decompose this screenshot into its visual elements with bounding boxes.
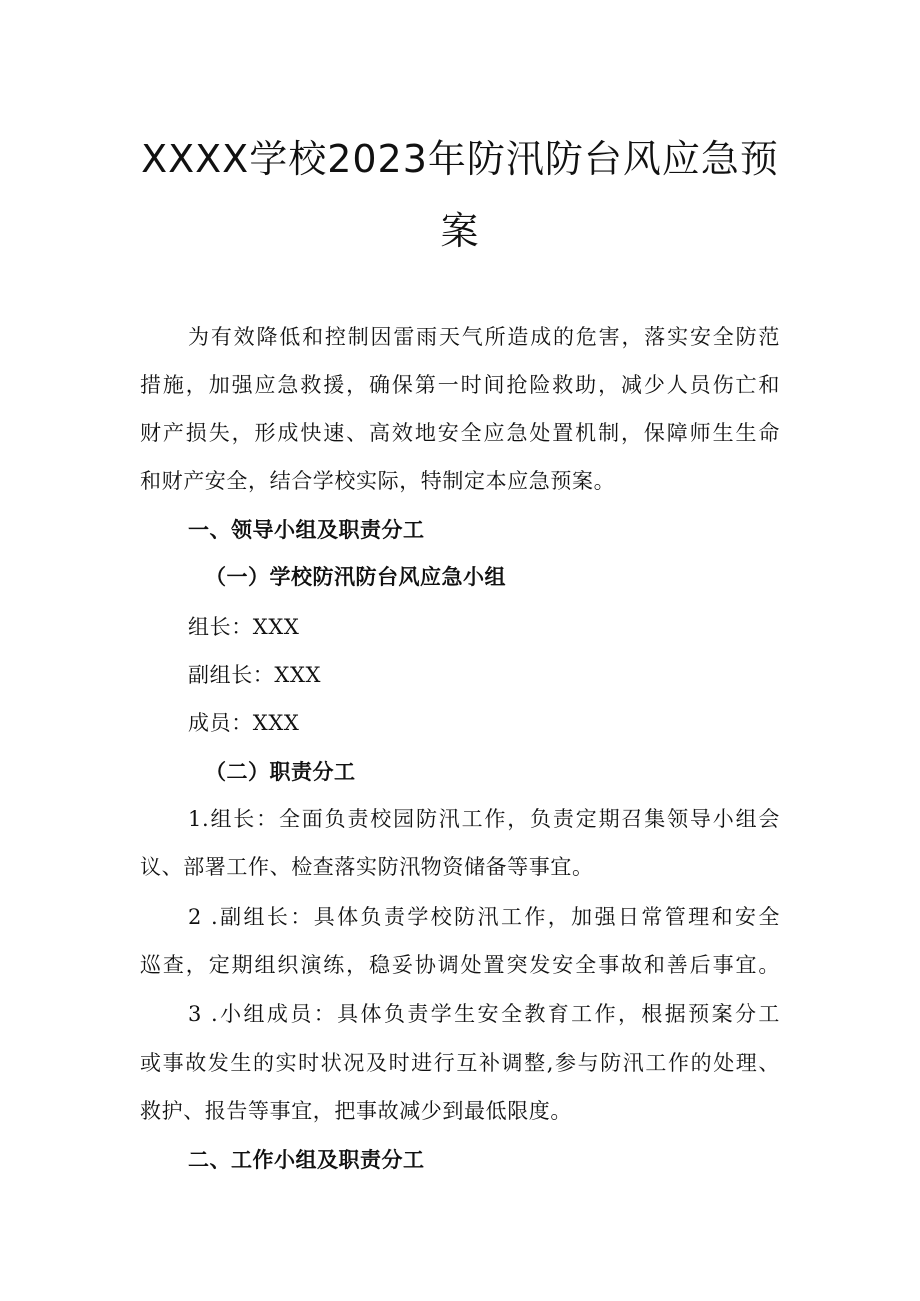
subsection-2-heading: （二）职责分工 — [205, 760, 356, 784]
intro-line-1: 为有效降低和控制因雷雨天气所造成的危害，落实安全防范 — [188, 325, 780, 349]
duty-2-line-2: 巡查，定期组织演练，稳妥协调处置突发安全事故和善后事宜。 — [140, 953, 780, 977]
duty-3-line-1: 3 .小组成员：具体负责学生安全教育工作，根据预案分工 — [188, 1002, 780, 1026]
deputy-line: 副组长：XXX — [188, 663, 322, 687]
duty-2-line-1: 2 .副组长：具体负责学校防汛工作，加强日常管理和安全 — [188, 905, 780, 929]
document-title-line-1: XXXX学校2023年防汛防台风应急预 — [141, 137, 779, 181]
intro-line-2: 措施，加强应急救援，确保第一时间抢险救助，减少人员伤亡和 — [140, 373, 780, 397]
duty-3-line-2: 或事故发生的实时状况及时进行互补调整,参与防汛工作的处理、 — [140, 1051, 780, 1075]
intro-line-4: 和财产安全，结合学校实际，特制定本应急预案。 — [140, 469, 616, 493]
subsection-1-heading: （一）学校防汛防台风应急小组 — [205, 565, 506, 589]
duty-1-line-1: 1.组长：全面负责校园防汛工作，负责定期召集领导小组会 — [188, 807, 780, 831]
members-line: 成员：XXX — [188, 711, 300, 735]
document-title-line-2: 案 — [440, 209, 480, 253]
duty-1-line-2: 议、部署工作、检查落实防汛物资储备等事宜。 — [140, 855, 594, 879]
section-1-heading: 一、领导小组及职责分工 — [188, 518, 425, 542]
intro-line-3: 财产损失，形成快速、高效地安全应急处置机制，保障师生生命 — [140, 421, 780, 445]
leader-line: 组长：XXX — [188, 615, 300, 639]
section-2-heading: 二、工作小组及职责分工 — [188, 1148, 425, 1172]
duty-3-line-3: 救护、报告等事宜，把事故减少到最低限度。 — [140, 1099, 572, 1123]
